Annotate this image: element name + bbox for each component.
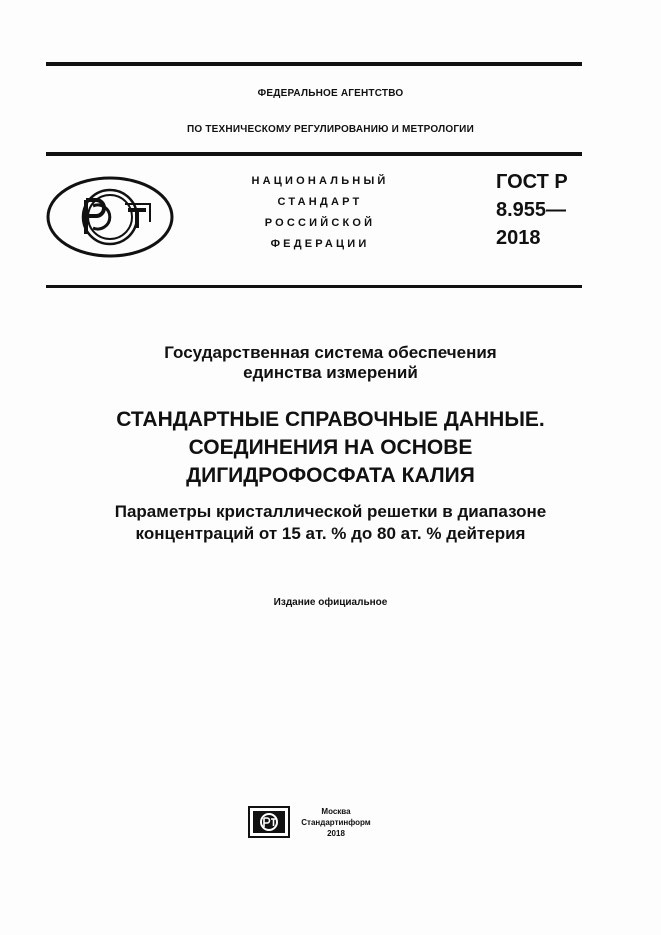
imprint-year: 2018 [327, 829, 345, 838]
national-standard-label [220, 171, 420, 255]
top-rule [46, 62, 582, 66]
standard-designation [496, 168, 568, 252]
middle-rule [46, 152, 582, 156]
subtitle-line-1: Параметры кристаллической решетки в диапазоне [114, 502, 547, 521]
series-line-1: Государственная система обеспечения [164, 343, 497, 362]
title-line-1: СТАНДАРТНЫЕ СПРАВОЧНЫЕ ДАННЫЕ. [116, 408, 545, 431]
designation-line-1: ГОСТ Р [496, 171, 568, 193]
imprint-city: Москва [321, 807, 351, 816]
national-line: РОССИЙСКОЙ [264, 217, 376, 229]
designation-line-3: 2018 [496, 227, 541, 249]
edition-label: Издание официальное [273, 597, 388, 608]
imprint-publisher: Стандартинформ [301, 818, 371, 827]
series-title [0, 343, 661, 383]
subtitle-line-2: концентраций от 15 ат. % до 80 ат. % дейтерия [135, 524, 526, 543]
title-line-3: ДИГИДРОФОСФАТА КАЛИЯ [186, 464, 475, 487]
national-line: НАЦИОНАЛЬНЫЙ [251, 175, 389, 187]
publisher-imprint [296, 806, 376, 839]
national-line: СТАНДАРТ [277, 196, 363, 208]
national-line: ФЕДЕРАЦИИ [270, 238, 370, 250]
designation-line-2: 8.955— [496, 199, 567, 221]
document-subtitle [0, 501, 661, 545]
standartinform-logo-icon [248, 806, 290, 838]
bottom-rule [46, 285, 582, 288]
rst-logo-icon [46, 176, 174, 258]
agency-line-2: ПО ТЕХНИЧЕСКОМУ РЕГУЛИРОВАНИЮ И МЕТРОЛОГИИ [187, 124, 474, 135]
title-line-2: СОЕДИНЕНИЯ НА ОСНОВЕ [188, 436, 473, 459]
agency-line-1: ФЕДЕРАЛЬНОЕ АГЕНТСТВО [257, 88, 404, 99]
document-title [0, 406, 661, 490]
series-line-2: единства измерений [243, 363, 418, 382]
